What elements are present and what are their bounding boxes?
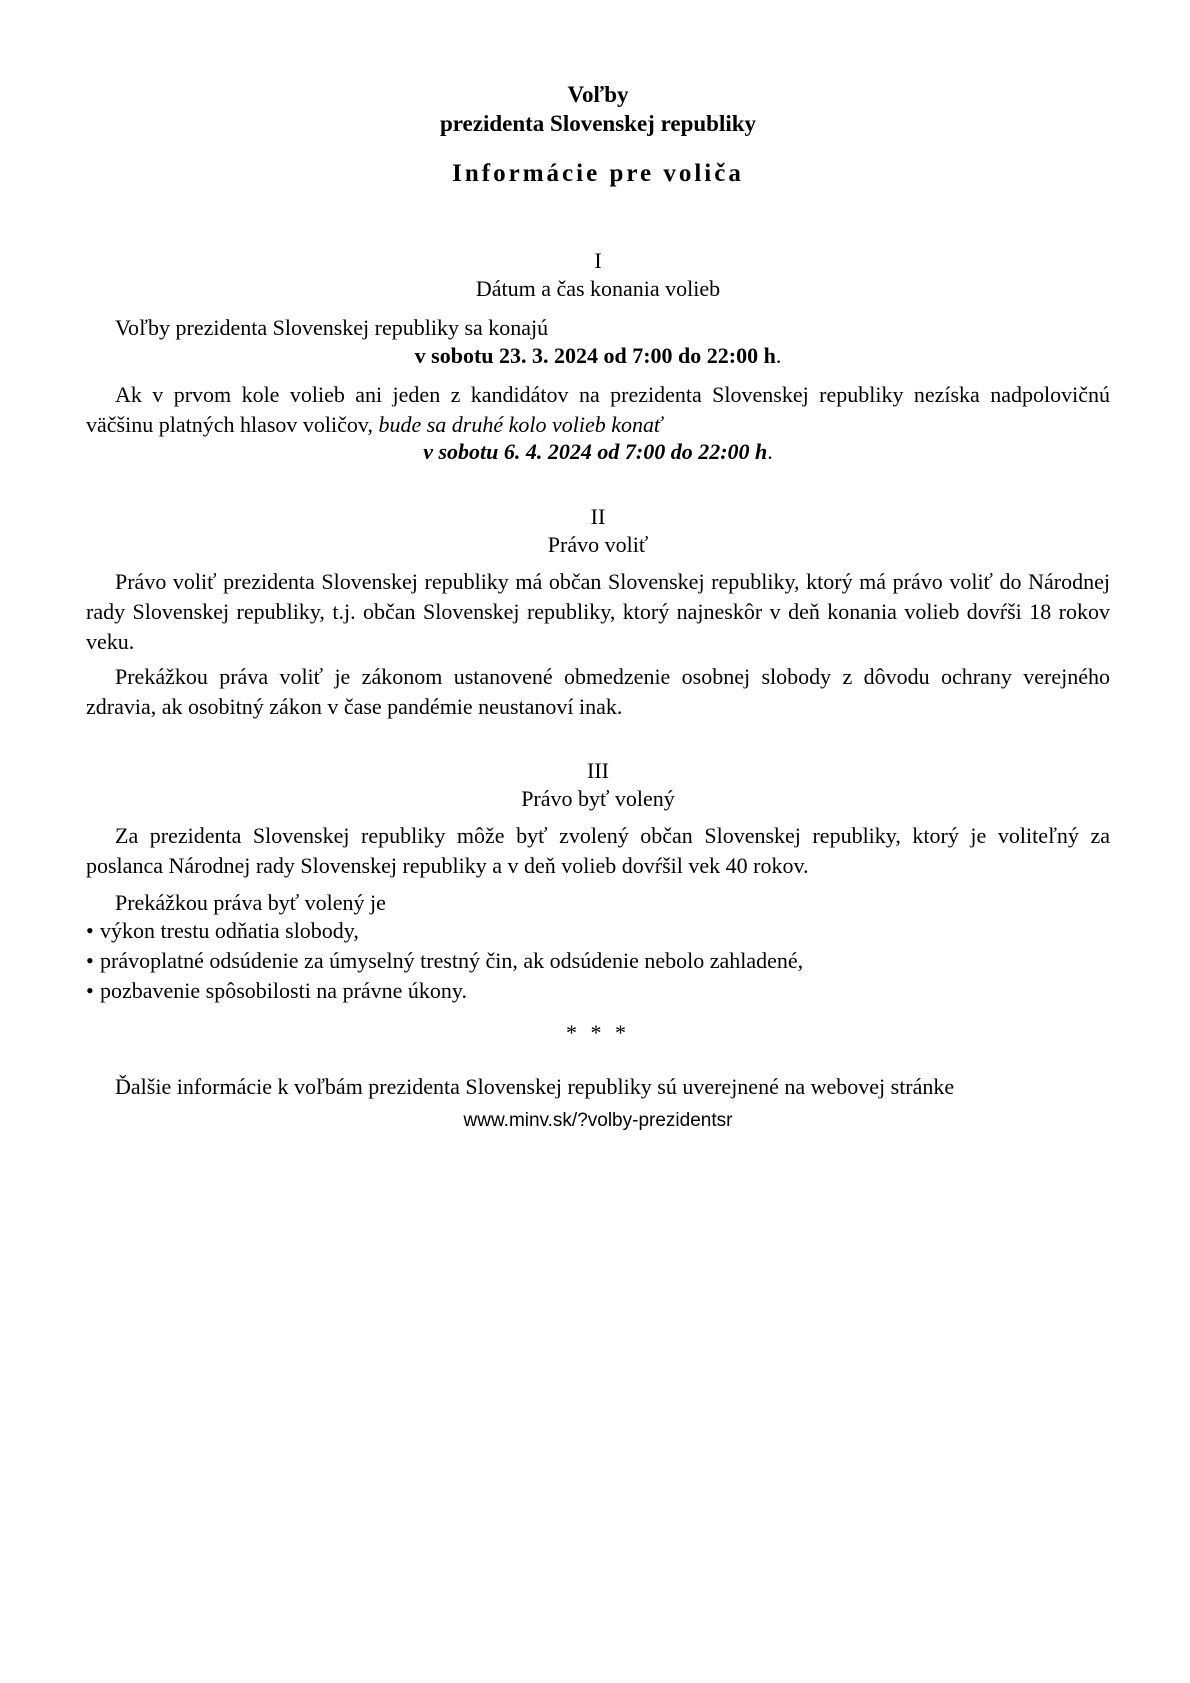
- website-link[interactable]: www.minv.sk/?volby-prezidentsr: [463, 1110, 733, 1131]
- title-line-2: prezidenta Slovenskej republiky: [439, 111, 757, 136]
- obstacle-list: [86, 916, 1110, 1006]
- second-round-date-text: v sobotu 6. 4. 2024 od 7:00 do 22:00 h: [423, 439, 768, 464]
- section-1-number: I: [594, 248, 602, 273]
- first-round-date: [86, 341, 1110, 371]
- section-3-number: III: [587, 758, 609, 783]
- second-round-paragraph: [86, 380, 1110, 440]
- section-2-number: II: [590, 504, 606, 529]
- section-3-title: Právo byť volený: [521, 786, 675, 811]
- list-item: [86, 946, 1110, 976]
- separator-stars: * * *: [566, 1020, 630, 1045]
- list-item-text: pozbavenie spôsobilosti na právne úkony.: [100, 978, 467, 1003]
- elected-obstacle-intro: Prekážkou práva byť volený je: [115, 890, 386, 915]
- second-round-date-period: .: [767, 439, 773, 464]
- right-to-be-elected-paragraph: Za prezidenta Slovenskej republiky môže byť zvolený občan Slovenskej republiky, ktorý je voliteľný za poslanca Národnej rady Slovenskej republiky a v deň volieb dovŕšil vek 40 rokov.: [86, 823, 1110, 878]
- vote-obstacle-paragraph: Prekážkou práva voliť je zákonom ustanovené obmedzenie osobnej slobody z dôvodu ochrany verejného zdravia, ak osobitný zákon v čase pandémie neustanoví inak.: [86, 664, 1110, 719]
- more-info-text: Ďalšie informácie k voľbám prezidenta Slovenskej republiky sú uverejnené na webovej stránke: [115, 1074, 955, 1099]
- list-item: [86, 976, 1110, 1006]
- document-page: [86, 0, 1110, 1683]
- section-1-intro: Voľby prezidenta Slovenskej republiky sa konajú: [115, 315, 549, 340]
- bullet-icon: •: [86, 948, 94, 973]
- list-item-text: výkon trestu odňatia slobody,: [100, 918, 359, 943]
- section-2-title: Právo voliť: [547, 532, 649, 557]
- right-to-vote-paragraph: Právo voliť prezidenta Slovenskej republiky má občan Slovenskej republiky, ktorý má právo voliť do Národnej rady Slovenskej republiky, t.j. občan Slovenskej republiky, ktorý najneskôr v deň konania volieb dovŕši 18 rokov veku.: [86, 569, 1110, 654]
- subtitle: Informácie pre voliča: [452, 160, 744, 187]
- list-item-text: právoplatné odsúdenie za úmyselný trestný čin, ak odsúdenie nebolo zahladené,: [100, 948, 804, 973]
- second-round-italic: bude sa druhé kolo volieb konať: [378, 412, 663, 437]
- list-item: [86, 916, 1110, 946]
- bullet-icon: •: [86, 918, 94, 943]
- second-round-text: Ak v prvom kole volieb ani jeden z kandidátov na prezidenta Slovenskej republiky nezíska nadpolovičnú väčšinu platných hlasov voličov,: [86, 382, 1110, 437]
- section-1-title: Dátum a čas konania volieb: [475, 276, 721, 301]
- title-line-1: Voľby: [567, 82, 629, 107]
- second-round-date: [86, 437, 1110, 467]
- first-round-date-text: v sobotu 23. 3. 2024 od 7:00 do 22:00 h: [414, 343, 776, 368]
- bullet-icon: •: [86, 978, 94, 1003]
- first-round-date-period: .: [775, 343, 782, 368]
